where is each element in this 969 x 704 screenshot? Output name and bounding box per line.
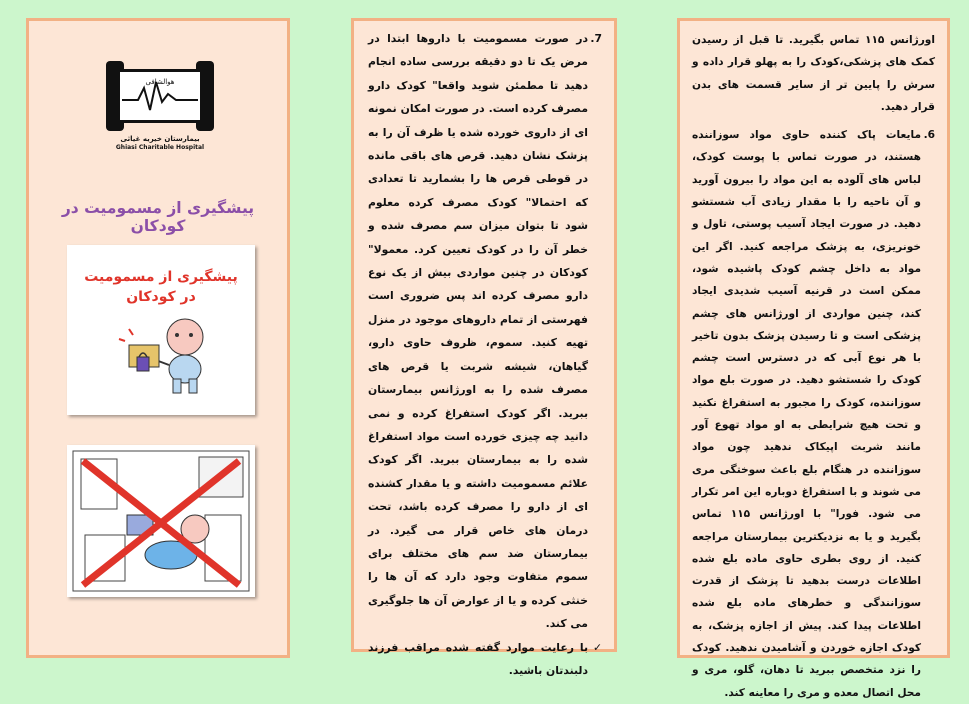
middle-column-text	[368, 27, 602, 682]
warning-illustration	[67, 445, 255, 597]
logo-text-en: Ghiasi Charitable Hospital	[115, 144, 205, 151]
right-column-text	[692, 29, 935, 704]
item-text: در صورت مسمومیت با داروها ابتدا در مرض یک تا دو دقیقه بررسی ساده انجام دهید تا مطمئن شوید واقعا" کودک دارو مصرف کرده است. در صورت امکان نمونه ای از داروی خورده شده یا ظرف آن را به پزشک نشان دهید. قرص های باقی مانده در قوطی قرص ها را بشمارید تا تعدادی که احتمالا" کودک مصرف کرده معلوم شود تا بتوان میزان سم مصرف شده و خطر آن را در کودک تعیین کرد. معمولا" کودکان در چنین مواردی بیش از یک نوع دارو مصرف کرده اند پس ضروری است فهرستی از تمام داروهای موجود در منزل تهیه کنید. سموم، ظروف حاوی دارو، گیاهان، شیشه شربت یا قرص های مصرف شده را به اورژانس بیمارستان ببرید. اگر کودک استفراغ کرده و نمی دانید چه چیزی خورده است مواد استفراغ شده را به بیمارستان ببرید. اگر کودک علائم مسمومیت داشته و یا مقدار کشنده ای از دارو را مصرف کرده باشد، تحت درمان های خاص قرار می گیرد. در بیمارستان ضد سم های مختلف برای سموم متفاوت وجود دارد که آن ها را خنثی کرده و یا از عوارض آن ها جلوگیری می کند.	[368, 32, 588, 631]
list-item-7	[368, 27, 602, 636]
hospital-logo	[105, 61, 215, 157]
checkmark-icon: ✓	[592, 640, 602, 654]
cover-illustration	[67, 245, 255, 415]
cover-caption-line2: در کودکان	[126, 289, 196, 305]
cover-caption-line1: پیشگیری از مسمومیت	[84, 269, 238, 285]
cover-panel	[26, 18, 290, 658]
right-column	[677, 18, 950, 699]
intro-paragraph: اورژانس ۱۱۵ تماس بگیرید. تا قبل از رسیدن کمک های پزشکی،کودک را به پهلو قرار داده و سرش را پایین تر از سایر قسمت های بدن قرار دهید.	[692, 34, 936, 113]
item-number: 7.	[590, 32, 602, 45]
item-number: 6.	[923, 129, 935, 142]
closing-note	[368, 636, 602, 683]
middle-column	[351, 18, 617, 677]
item-text: مایعات پاک کننده حاوی مواد سوزاننده هستند، در صورت تماس با پوست کودک، لباس های آلوده به این مواد را بیرون آورید و آن ناحیه را با مقدار زیادی آب شستشو دهید. در صورت ایجاد آسیب پوستی، تاول و خونریزی، به پزشک مراجعه کنید. اگر این مواد به داخل چشم کودک پاشیده شود، ممکن است در قرنیه آسیب شدیدی ایجاد کند، چنین مواردی از اورژانس های چشم پزشکی است و تا رسیدن پزشک بدون تاخیر با هر نوع آبی که در دسترس است چشم کودک را شستشو دهید. در صورت بلع مواد سوزاننده، کودک را مجبور به استفراغ نکنید و تحت هیچ شرایطی به او مواد تهوع آور مانند شربت اپیکاک ندهید چون مواد سوزاننده در هنگام بلع باعث سوختگی مری می شوند و با استفراغ دوباره این امر تکرار می شود. فورا" با اورژانس ۱۱۵ تماس بگیرید و یا به نزدیکترین بیمارستان مراجعه کنید. از روی بطری حاوی ماده بلع شده اطلاعات درست بدهید تا پزشک از قدرت سوزانندگی و خطرهای ماده بلع شده اطلاعات پیدا کند. پیش از اجازه پزشک، به کودک اجازه خوردن و آشامیدن ندهید. کودک را نزد متخصص ببرید تا دهان، گلو، مری و محل اتصال معده و مری را معاینه کند.	[692, 129, 921, 699]
closing-text: با رعایت موارد گفته شده مراقب فرزند دلبندتان باشید.	[368, 640, 588, 677]
logo-text-fa: بیمارستان خیریه غیاثی	[120, 135, 200, 143]
list-item-6	[692, 124, 935, 704]
brochure-title: پیشگیری از مسمومیت در کودکان	[61, 199, 255, 235]
svg-text:هوالشافی: هوالشافی	[145, 78, 175, 86]
